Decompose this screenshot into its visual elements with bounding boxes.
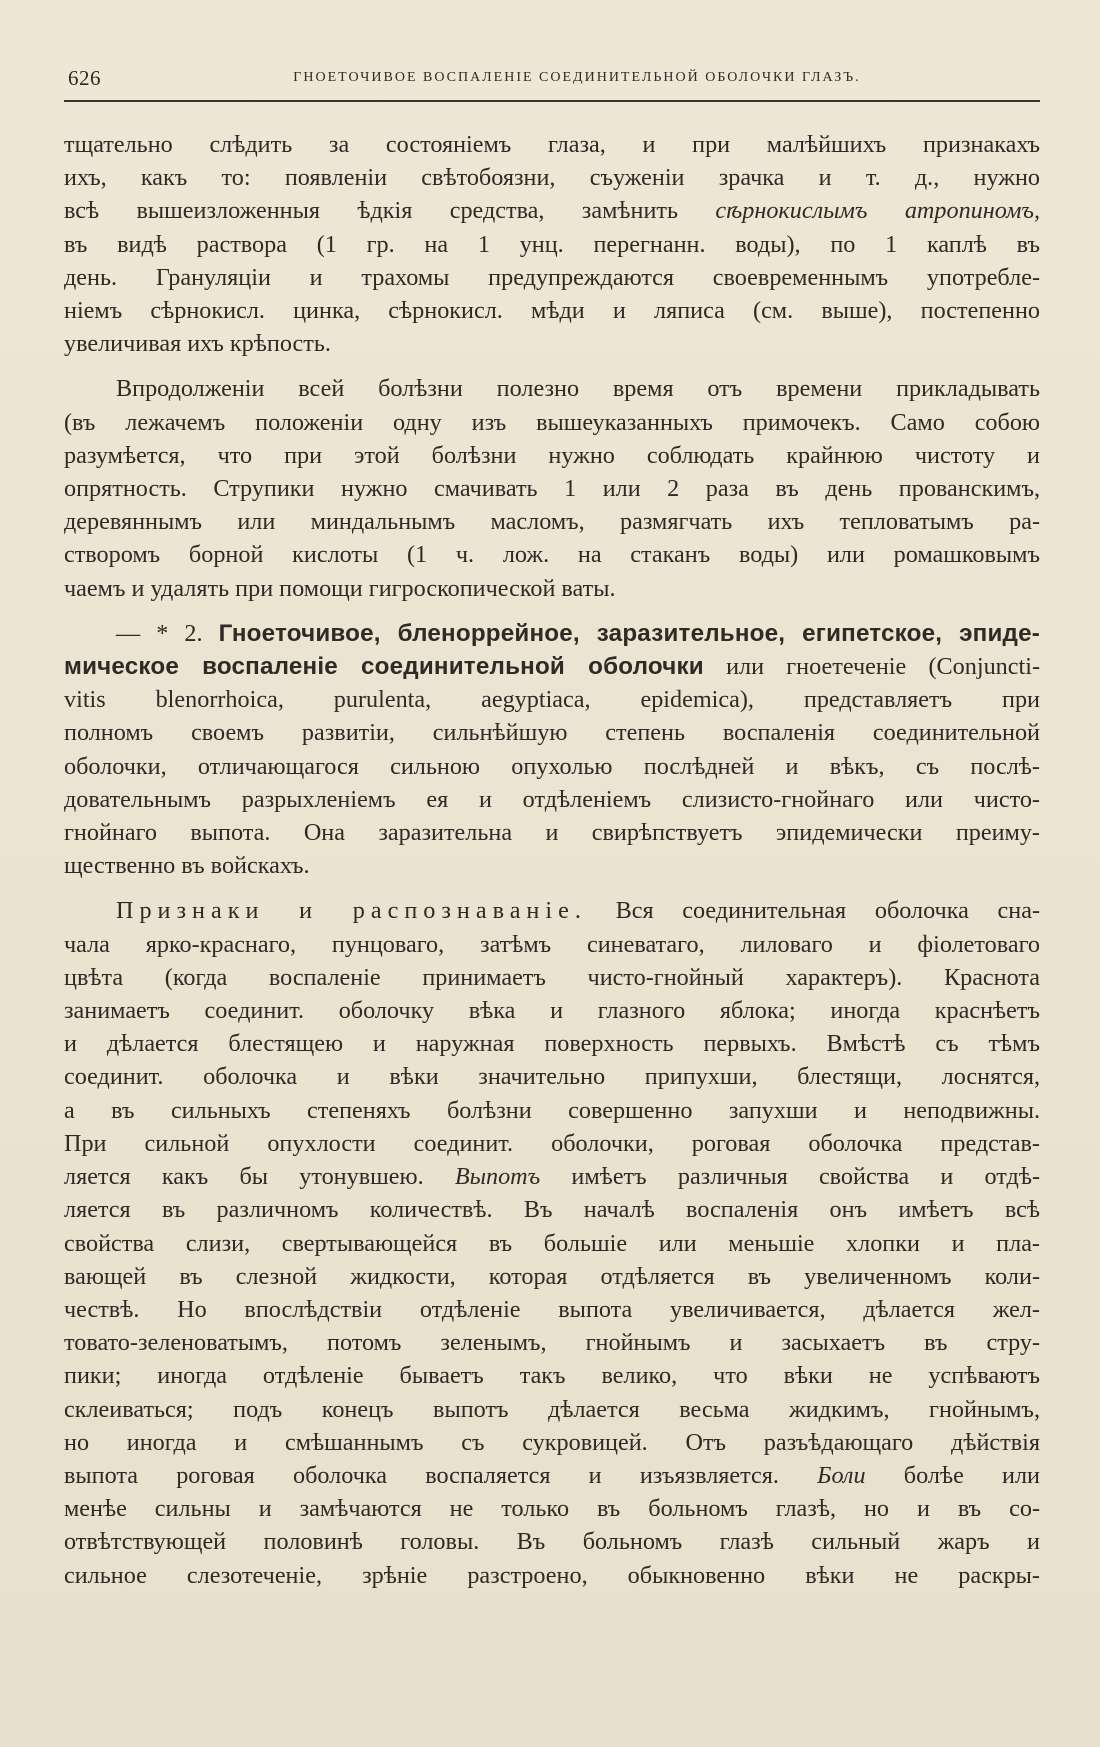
text-line: довательнымъ разрыхленіемъ ея и отдѣленіемъ слизисто-гнойнаго или чисто- <box>64 785 1040 813</box>
text-line <box>64 650 1040 683</box>
text-line: свойства слизи, свертывающейся въ большіе или меньшіе хлопки и пла- <box>64 1229 1040 1257</box>
text-line: но иногда и смѣшаннымъ съ сукровицей. Отъ разъѣдающаго дѣйствія <box>64 1428 1040 1456</box>
text-line <box>64 894 1040 927</box>
spaced-subheading: Признаки и распознаваніе. <box>116 897 587 925</box>
text-line: товато-зеленоватымъ, потомъ зеленымъ, гнойнымъ и засыхаетъ въ стру- <box>64 1329 1040 1357</box>
italic-term: сѣрнокислымъ атропиномъ, <box>715 197 1040 225</box>
text-line: склеиваться; подъ конецъ выпотъ дѣлается весьма жидкимъ, гнойнымъ, <box>64 1395 1040 1423</box>
text-line: и дѣлается блестящею и наружная поверхность первыхъ. Вмѣстѣ съ тѣмъ <box>64 1030 1040 1058</box>
text-line: чаемъ и удалять при помощи гигроскопической ваты. <box>64 574 616 602</box>
section-title: Гноеточивое, бленоррейное, заразительное, египетское, эпиде- <box>218 619 1041 647</box>
text-line: ніемъ сѣрнокисл. цинка, сѣрнокисл. мѣди и ляписа (см. выше), постепенно <box>64 297 1040 325</box>
page-header <box>64 60 1040 102</box>
text-line: Впродолженіи всей болѣзни полезно время отъ времени прикладывать <box>116 375 1040 403</box>
paragraph-1 <box>64 128 1040 360</box>
text-line: а въ сильныхъ степеняхъ болѣзни совершенно запухши и неподвижны. <box>64 1096 1040 1124</box>
text-line: цвѣта (когда воспаленіе принимаетъ чисто-гнойный характеръ). Краснота <box>64 963 1040 991</box>
page-number: 626 <box>68 66 101 90</box>
text-line <box>64 194 1040 227</box>
text-line: створомъ борной кислоты (1 ч. лож. на стаканъ воды) или ромашковымъ <box>64 541 1040 569</box>
text-line: тщательно слѣдить за состояніемъ глаза, и при малѣйшихъ признакахъ <box>64 131 1040 158</box>
text-line: день. Грануляціи и трахомы предупреждаются своевременнымъ употребле- <box>64 263 1040 291</box>
text-span: всѣ вышеизложенныя ѣдкія средства, замѣнить <box>64 197 716 225</box>
text-line: чала ярко-краснаго, пунцоваго, затѣмъ синеватаго, лиловаго и фіолетоваго <box>64 930 1040 958</box>
text-line: соединит. оболочка и вѣки значительно припухши, блестящи, лоснятся, <box>64 1063 1040 1091</box>
text-line: отвѣтствующей половинѣ головы. Въ больномъ глазѣ сильный жаръ и <box>64 1528 1040 1556</box>
section-title-cont: мическое воспаленіе соединительной оболочки <box>64 653 704 681</box>
text-line: щественно въ войскахъ. <box>64 852 310 880</box>
text-line: сильное слезотеченіе, зрѣніе разстроено, обыкновенно вѣки не раскры- <box>64 1561 1040 1589</box>
text-line: менѣе сильны и замѣчаются не только въ больномъ глазѣ, но и въ со- <box>64 1495 1040 1523</box>
paragraph-3 <box>64 617 1040 883</box>
text-line: опрятность. Струпики нужно смачивать 1 или 2 раза въ день прованскимъ, <box>64 475 1040 503</box>
text-span: болѣе или <box>865 1461 1041 1489</box>
text-line: оболочки, отличающагося сильною опухолью послѣдней и вѣкъ, съ послѣ- <box>64 752 1040 780</box>
text-line: увеличивая ихъ крѣпость. <box>64 330 331 358</box>
text-line: ляется въ различномъ количествѣ. Въ началѣ воспаленія онъ имѣетъ всѣ <box>64 1196 1040 1224</box>
text-line: ихъ, какъ то: появленіи свѣтобоязни, съуженіи зрачка и т. д., нужно <box>64 164 1040 192</box>
section-heading-line <box>64 617 1040 650</box>
text-line: вающей въ слезной жидкости, которая отдѣляется въ увеличенномъ коли- <box>64 1262 1040 1290</box>
text-line: разумѣется, что при этой болѣзни нужно соблюдать крайнюю чистоту и <box>64 441 1040 469</box>
text-line: vitis blenorrhoica, purulenta, aegyptiaca, epidemica), представляетъ при <box>64 686 1040 714</box>
italic-term: Боли <box>817 1461 866 1489</box>
text-span: Вся соединительная оболочка сна- <box>586 897 1041 925</box>
text-span: выпота роговая оболочка воспаляется и изъязвляется. <box>64 1461 818 1489</box>
text-line <box>64 1459 1040 1492</box>
text-line: въ видѣ раствора (1 гр. на 1 унц. перегнанн. воды), по 1 каплѣ въ <box>64 230 1040 258</box>
text-span: или гноетеченіе (Conjuncti- <box>703 653 1041 681</box>
section-number: — * 2. <box>116 619 203 647</box>
text-line: При сильной опухлости соединит. оболочки, роговая оболочка представ- <box>64 1129 1040 1157</box>
text-line: занимаетъ соединит. оболочку вѣка и глазного яблока; иногда краснѣетъ <box>64 997 1040 1025</box>
paragraph-4 <box>64 894 1040 1591</box>
text-line: пики; иногда отдѣленіе бываетъ такъ велико, что вѣки не успѣваютъ <box>64 1362 1040 1390</box>
italic-term: Выпотъ <box>454 1163 541 1191</box>
text-line: гнойнаго выпота. Она заразительна и свирѣпствуетъ эпидемически преиму- <box>64 819 1040 847</box>
running-head: ГНОЕТОЧИВОЕ ВОСПАЛЕНІЕ СОЕДИНИТЕЛЬНОЙ ОБОЛОЧКИ ГЛАЗЪ. <box>293 70 861 85</box>
text-line: полномъ своемъ развитіи, сильнѣйшую степень воспаленія соединительной <box>64 719 1040 747</box>
text-span: ляется какъ бы утонувшею. <box>64 1163 455 1191</box>
paragraph-2 <box>64 372 1040 604</box>
text-line: чествѣ. Но впослѣдствіи отдѣленіе выпота увеличивается, дѣлается жел- <box>64 1295 1040 1323</box>
text-span: имѣетъ различныя свойства и отдѣ- <box>540 1163 1041 1191</box>
text-line <box>64 1160 1040 1193</box>
text-line: (въ лежачемъ положеніи одну изъ вышеуказанныхъ примочекъ. Само собою <box>64 408 1040 436</box>
text-line: деревяннымъ или миндальнымъ масломъ, размягчать ихъ тепловатымъ ра- <box>64 508 1040 536</box>
